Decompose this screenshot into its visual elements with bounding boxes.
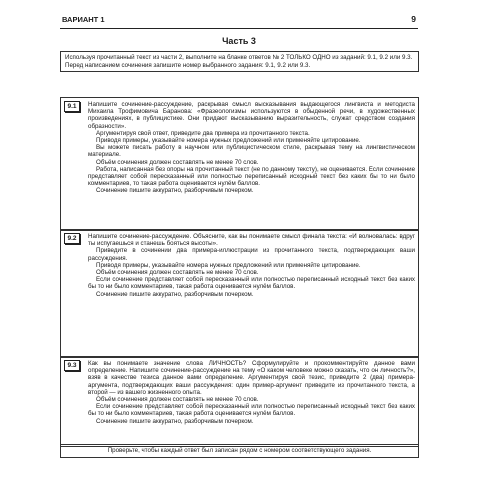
- footer-note: Проверьте, чтобы каждый ответ был записан рядом с номером соответствующего задания.: [60, 444, 419, 458]
- task-paragraph: Сочинение пишите аккуратно, разборчивым почерком.: [96, 187, 254, 195]
- task-paragraph: Приведите в сочинении два примера-иллюстрации из прочитанного текста, подтверждающих ваши рассуждения.: [88, 247, 415, 262]
- task-9-2-box: [60, 229, 419, 358]
- task-paragraph: Напишите сочинение-рассуждение. Объясните, как вы понимаете смысл финала текста: «И волновалась: вдруг ты испугаешься и станешь бояться высоты».: [88, 233, 415, 248]
- part-title: Часть 3: [222, 36, 256, 46]
- task-paragraph: Приводя примеры, указывайте номера нужных предложений или применяйте цитирование.: [96, 137, 361, 145]
- task-paragraph: Аргументируя свой ответ, приведите два примера из прочитанного текста.: [96, 129, 310, 137]
- variant-label: ВАРИАНТ 1: [62, 15, 105, 24]
- task-paragraph: Объём сочинения должен составлять не менее 70 слов.: [96, 269, 259, 277]
- task-paragraph: Работа, написанная без опоры на прочитанный текст (не по данному тексту), не оценивается. Если сочинение представляет собой пересказанный или полностью переписанный исходный текст без каких бы то ни было комментариев, то такая работа оценивается нулём баллов.: [88, 165, 416, 188]
- task-paragraph: Объём сочинения должен составлять не менее 70 слов.: [96, 158, 259, 166]
- task-paragraph: Сочинение пишите аккуратно, разборчивым почерком.: [96, 417, 254, 425]
- page-header: [60, 14, 418, 29]
- task-number: 9.1: [64, 101, 80, 112]
- task-paragraph: Приводя примеры, указывайте номера нужных предложений или применяйте цитирование.: [96, 261, 361, 269]
- task-paragraph: Вы можете писать работу в научном или публицистическом стиле, раскрывая тему на лингвистическом материале.: [88, 144, 415, 159]
- instruction-box: Используя прочитанный текст из части 2, выполните на бланке ответов № 2 ТОЛЬКО ОДНО из заданий: 9.1, 9.2 или 9.3. Перед написанием сочинения запишите номер выбранного задания: 9.1, 9.2 или 9.3.: [60, 51, 419, 72]
- page-number: 9: [411, 14, 416, 24]
- task-body: [88, 233, 415, 298]
- task-number: 9.3: [64, 360, 80, 371]
- task-body: [88, 360, 415, 425]
- task-paragraph: Напишите сочинение-рассуждение, раскрывая смысл высказывания выдающегося лингвиста и методиста Михаила Трофимовича Баранова: «Фразеологизмы используются в обыденной речи, в художественных произведениях, в публицистике. Они придают высказыванию выразительность, служат средством создания образности».: [88, 101, 415, 130]
- task-paragraph: Объём сочинения должен составлять не менее 70 слов.: [96, 396, 259, 404]
- exam-page: [60, 14, 418, 466]
- task-paragraph: Если сочинение представляет собой пересказанный или полностью переписанный исходный текст без каких бы то ни было комментариев, такая работа оценивается нулём баллов.: [88, 403, 415, 418]
- task-9-3-box: [60, 356, 419, 447]
- task-9-1-box: [60, 97, 419, 231]
- task-paragraph: Как вы понимаете значение слова ЛИЧНОСТЬ? Сформулируйте и прокомментируйте данное вами определение. Напишите сочинение-рассуждение на тему «О каком человеке можно сказать, что он личность?», взяв в качестве тезиса данное вами определение. Аргументируя свой тезис, приведите 2 (два) примера-аргумента, подтверждающих ваши рассуждения: один пример-аргумент приведите из прочитанного текста, а второй — из вашего жизненного опыта.: [88, 360, 415, 396]
- task-body: [88, 101, 415, 195]
- task-paragraph: Если сочинение представляет собой пересказанный или полностью переписанный исходный текст без каких бы то ни было комментариев, такая работа оценивается нулём баллов.: [88, 276, 415, 291]
- task-paragraph: Сочинение пишите аккуратно, разборчивым почерком.: [96, 290, 254, 298]
- task-number: 9.2: [64, 233, 80, 244]
